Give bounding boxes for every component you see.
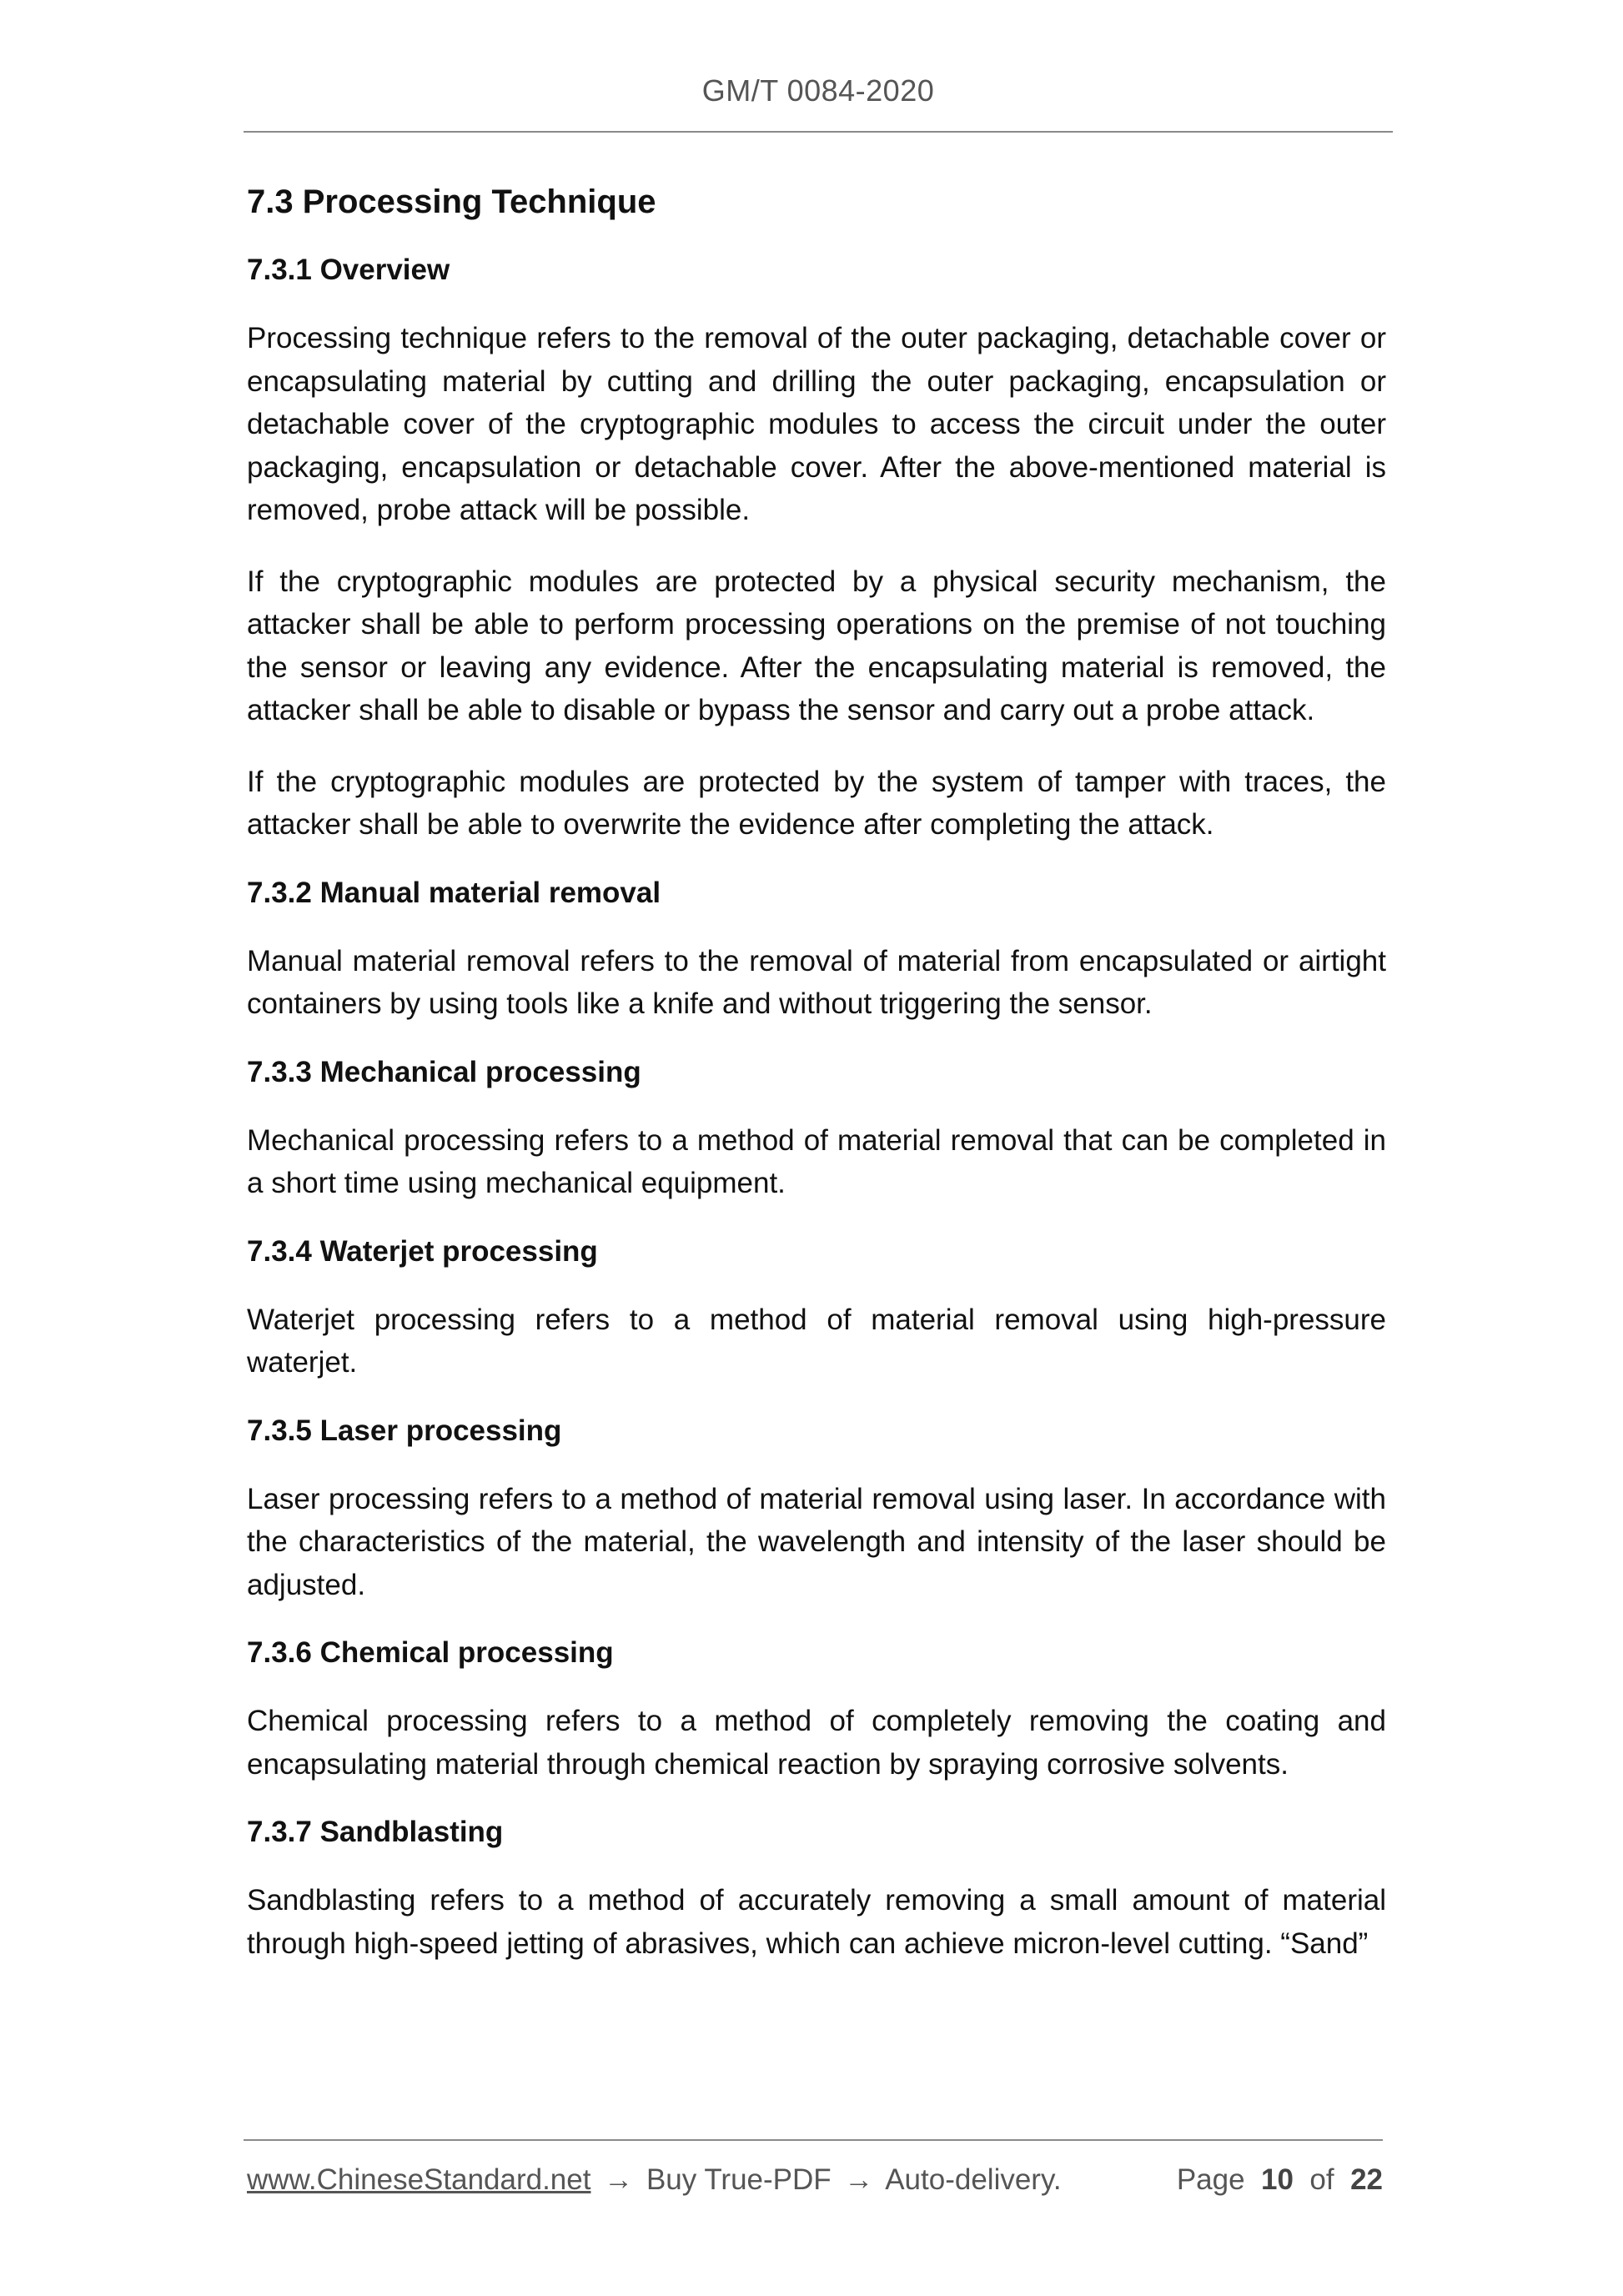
subsection-title-overview: 7.3.1 Overview	[247, 254, 450, 286]
paragraph: Chemical processing refers to a method of completely removing the coating and encapsulating material through chemical reaction by spraying corrosive solvents.	[247, 1705, 1386, 1781]
page-total: 22	[1350, 2163, 1383, 2196]
paragraph: If the cryptographic modules are protected by the system of tamper with traces, the attacker shall be able to overwrite the evidence after completing the attack.	[247, 765, 1386, 841]
page-current: 10	[1261, 2163, 1294, 2196]
site-link[interactable]: www.ChineseStandard.net	[247, 2163, 591, 2196]
paragraph: Manual material removal refers to the removal of material from encapsulated or airtight containers by using tools like a knife and without triggering the sensor.	[247, 944, 1386, 1020]
subsection-title-manual-removal: 7.3.2 Manual material removal	[247, 876, 661, 909]
arrow-right-icon: →	[844, 2163, 874, 2196]
section-title: 7.3 Processing Technique	[247, 183, 656, 220]
delivery-text: Auto-delivery.	[885, 2163, 1062, 2196]
footer-promo	[247, 2163, 1062, 2197]
paragraph: Mechanical processing refers to a method of material removal that can be completed in a short time using mechanical equipment.	[247, 1123, 1386, 1199]
subsection-title-waterjet: 7.3.4 Waterjet processing	[247, 1234, 598, 1268]
paragraph: Waterjet processing refers to a method of material removal using high-pressure waterjet.	[247, 1303, 1386, 1379]
page-label: Page	[1176, 2163, 1245, 2196]
header-divider	[244, 131, 1393, 133]
subsection-title-mechanical: 7.3.3 Mechanical processing	[247, 1055, 641, 1088]
document-code-header: GM/T 0084-2020	[701, 73, 935, 108]
page-number	[1177, 2163, 1383, 2197]
paragraph: Sandblasting refers to a method of accurately removing a small amount of material through high-speed jetting of abrasives, which can achieve micron-level cutting. “Sand”	[247, 1884, 1386, 1960]
subsection-title-laser: 7.3.5 Laser processing	[247, 1414, 562, 1447]
subsection-title-sandblasting: 7.3.7 Sandblasting	[247, 1816, 504, 1848]
footer-divider	[244, 2139, 1383, 2141]
subsection-title-chemical: 7.3.6 Chemical processing	[247, 1636, 614, 1669]
page-content	[247, 180, 1386, 1965]
page-footer	[247, 2163, 1383, 2197]
paragraph: Processing technique refers to the removal of the outer packaging, detachable cover or encapsulating material by cutting and drilling the outer packaging, encapsulation or detachable cover of the cryptographic modules to access the circuit under the outer packaging, encapsulation or detachable cover. After the above-mentioned material is removed, probe attack will be possible.	[247, 322, 1386, 526]
paragraph: Laser processing refers to a method of material removal using laser. In accordance with the characteristics of the material, the wavelength and intensity of the laser should be adjusted.	[247, 1482, 1386, 1601]
paragraph: If the cryptographic modules are protected by a physical security mechanism, the attacker shall be able to perform processing operations on the premise of not touching the sensor or leaving any evidence. After the encapsulating material is removed, the attacker shall be able to disable or bypass the sensor and carry out a probe attack.	[247, 565, 1386, 726]
buy-text: Buy True-PDF	[646, 2163, 832, 2196]
arrow-right-icon: →	[604, 2163, 634, 2196]
page-of: of	[1309, 2163, 1334, 2196]
